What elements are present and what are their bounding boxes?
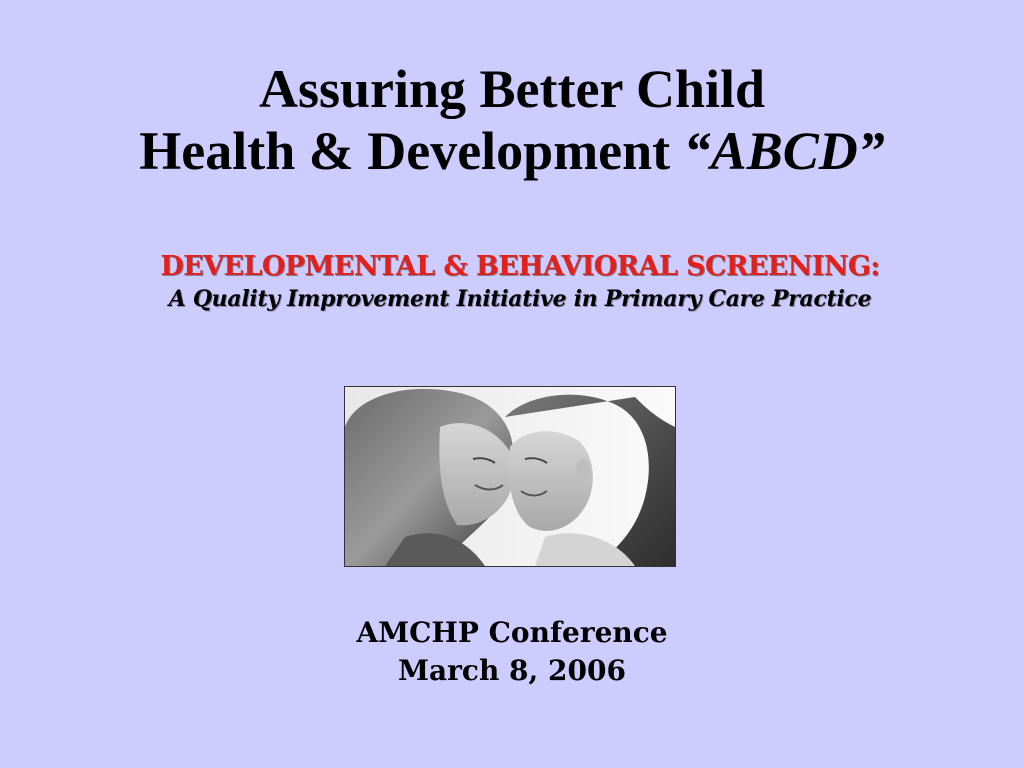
title-line-1: Assuring Better Child: [258, 59, 766, 119]
mother-and-daughter-photo: [344, 386, 676, 567]
slide-footer: [0, 614, 1024, 690]
subtitle-heading: DEVELOPMENTAL & BEHAVIORAL SCREENING:: [160, 251, 880, 282]
conference-date: March 8, 2006: [398, 654, 626, 687]
photo-illustration: [345, 387, 675, 566]
slide-subtitle: [60, 250, 980, 314]
subtitle-tagline: A Quality Improvement Initiative in Primary Care Practice: [168, 286, 872, 312]
title-line-2-text: Health & Development: [139, 121, 684, 181]
title-line-2: [0, 120, 1024, 182]
title-acronym: “ABCD”: [683, 121, 885, 181]
conference-name: AMCHP Conference: [356, 616, 668, 649]
slide-title: [0, 58, 1024, 182]
